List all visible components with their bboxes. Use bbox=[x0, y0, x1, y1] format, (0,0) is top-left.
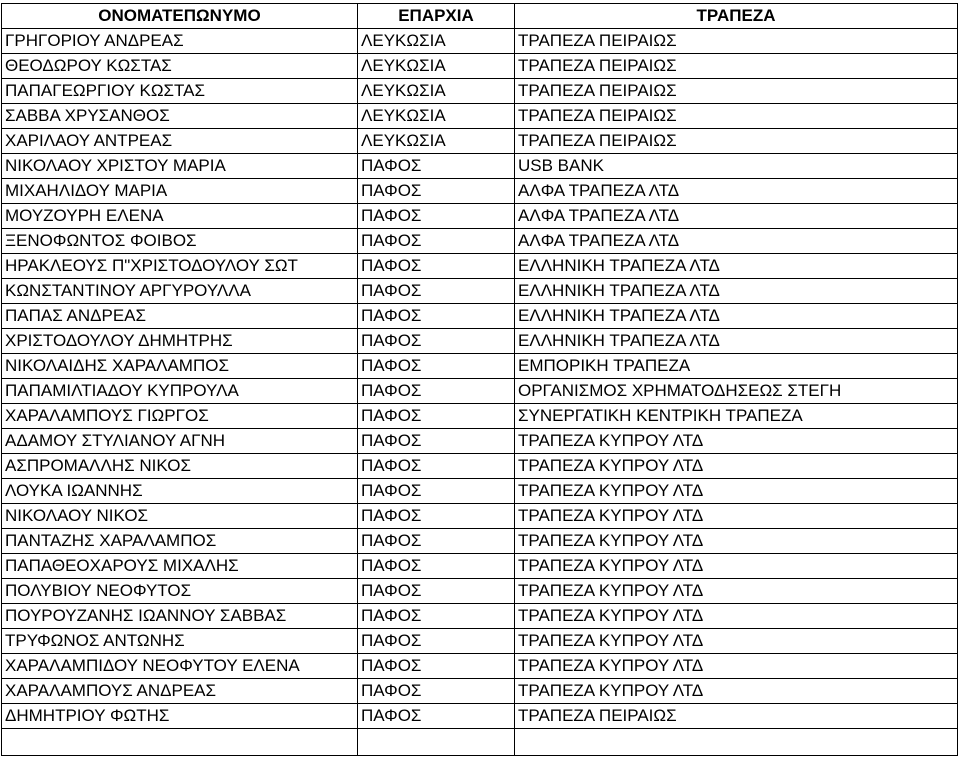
cell-bank: ΤΡΑΠΕΖΑ ΠΕΙΡΑΙΩΣ bbox=[515, 104, 958, 129]
table-row bbox=[2, 104, 958, 129]
table-row bbox=[2, 704, 958, 729]
cell-name: ΠΟΛΥΒΙΟΥ ΝΕΟΦΥΤΟΣ bbox=[2, 579, 358, 604]
cell-province: ΠΑΦΟΣ bbox=[358, 704, 515, 729]
table-row bbox=[2, 29, 958, 54]
cell-name: ΧΑΡΙΛΑΟΥ ΑΝΤΡΕΑΣ bbox=[2, 129, 358, 154]
cell-province: ΛΕΥΚΩΣΙΑ bbox=[358, 54, 515, 79]
cell-bank: ΣΥΝΕΡΓΑΤΙΚΗ ΚΕΝΤΡΙΚΗ ΤΡΑΠΕΖΑ bbox=[515, 404, 958, 429]
cell-bank: ΤΡΑΠΕΖΑ ΚΥΠΡΟΥ ΛΤΔ bbox=[515, 629, 958, 654]
cell-name: ΠΑΝΤΑΖΗΣ ΧΑΡΑΛΑΜΠΟΣ bbox=[2, 529, 358, 554]
table-row bbox=[2, 379, 958, 404]
cell-name: ΧΑΡΑΛΑΜΠΙΔΟΥ ΝΕΟΦΥΤΟΥ ΕΛΕΝΑ bbox=[2, 654, 358, 679]
cell-name: ΔΗΜΗΤΡΙΟΥ ΦΩΤΗΣ bbox=[2, 704, 358, 729]
table-row bbox=[2, 479, 958, 504]
cell-province: ΠΑΦΟΣ bbox=[358, 404, 515, 429]
cell-province: ΛΕΥΚΩΣΙΑ bbox=[358, 104, 515, 129]
table-row bbox=[2, 279, 958, 304]
cell-bank: ΤΡΑΠΕΖΑ ΚΥΠΡΟΥ ΛΤΔ bbox=[515, 654, 958, 679]
cell-name: ΠΑΠΑΘΕΟΧΑΡΟΥΣ ΜΙΧΑΛΗΣ bbox=[2, 554, 358, 579]
cell-bank: ΤΡΑΠΕΖΑ ΚΥΠΡΟΥ ΛΤΔ bbox=[515, 679, 958, 704]
cell-name: ΝΙΚΟΛΑΟΥ ΝΙΚΟΣ bbox=[2, 504, 358, 529]
cell-bank: ΑΛΦΑ ΤΡΑΠΕΖΑ ΛΤΔ bbox=[515, 179, 958, 204]
cell-bank: ΤΡΑΠΕΖΑ ΚΥΠΡΟΥ ΛΤΔ bbox=[515, 454, 958, 479]
cell-province: ΠΑΦΟΣ bbox=[358, 454, 515, 479]
cell-bank: ΤΡΑΠΕΖΑ ΚΥΠΡΟΥ ΛΤΔ bbox=[515, 604, 958, 629]
cell-province: ΛΕΥΚΩΣΙΑ bbox=[358, 79, 515, 104]
cell-name: ΑΔΑΜΟΥ ΣΤΥΛΙΑΝΟΥ ΑΓΝΗ bbox=[2, 429, 358, 454]
cell-name: ΧΡΙΣΤΟΔΟΥΛΟΥ ΔΗΜΗΤΡΗΣ bbox=[2, 329, 358, 354]
cell-province: ΠΑΦΟΣ bbox=[358, 354, 515, 379]
cell-province: ΠΑΦΟΣ bbox=[358, 604, 515, 629]
cell-name: ΜΟΥΖΟΥΡΗ ΕΛΕΝΑ bbox=[2, 204, 358, 229]
cell-province: ΠΑΦΟΣ bbox=[358, 379, 515, 404]
cell-province: ΠΑΦΟΣ bbox=[358, 654, 515, 679]
cell-bank: ΤΡΑΠΕΖΑ ΠΕΙΡΑΙΩΣ bbox=[515, 54, 958, 79]
cell-bank: ΤΡΑΠΕΖΑ ΠΕΙΡΑΙΩΣ bbox=[515, 79, 958, 104]
cell-bank: ΤΡΑΠΕΖΑ ΠΕΙΡΑΙΩΣ bbox=[515, 704, 958, 729]
cell-name: ΜΙΧΑΗΛΙΔΟΥ ΜΑΡΙΑ bbox=[2, 179, 358, 204]
cell-bank: ΕΛΛΗΝΙΚΗ ΤΡΑΠΕΖΑ ΛΤΔ bbox=[515, 279, 958, 304]
header-bank: ΤΡΑΠΕΖΑ bbox=[515, 4, 958, 29]
cell-name: ΧΑΡΑΛΑΜΠΟΥΣ ΓΙΩΡΓΟΣ bbox=[2, 404, 358, 429]
table-row bbox=[2, 429, 958, 454]
table-row bbox=[2, 354, 958, 379]
cell-province: ΠΑΦΟΣ bbox=[358, 529, 515, 554]
table-row bbox=[2, 579, 958, 604]
cell-bank: ΤΡΑΠΕΖΑ ΚΥΠΡΟΥ ΛΤΔ bbox=[515, 479, 958, 504]
table-row bbox=[2, 154, 958, 179]
cell-name: ΝΙΚΟΛΑΟΥ ΧΡΙΣΤΟΥ ΜΑΡΙΑ bbox=[2, 154, 358, 179]
cell-province: ΠΑΦΟΣ bbox=[358, 429, 515, 454]
table-body bbox=[2, 29, 958, 756]
cell-province: ΠΑΦΟΣ bbox=[358, 204, 515, 229]
table-row bbox=[2, 179, 958, 204]
cell-name: ΠΑΠΑΣ ΑΝΔΡΕΑΣ bbox=[2, 304, 358, 329]
empty-cell bbox=[2, 729, 358, 756]
table-row bbox=[2, 204, 958, 229]
cell-bank: ΟΡΓΑΝΙΣΜΟΣ ΧΡΗΜΑΤΟΔΗΣΕΩΣ ΣΤΕΓΗ bbox=[515, 379, 958, 404]
header-province: ΕΠΑΡΧΙΑ bbox=[358, 4, 515, 29]
cell-bank: ΤΡΑΠΕΖΑ ΚΥΠΡΟΥ ΛΤΔ bbox=[515, 579, 958, 604]
cell-name: ΓΡΗΓΟΡΙΟΥ ΑΝΔΡΕΑΣ bbox=[2, 29, 358, 54]
cell-bank: ΕΛΛΗΝΙΚΗ ΤΡΑΠΕΖΑ ΛΤΔ bbox=[515, 329, 958, 354]
cell-province: ΠΑΦΟΣ bbox=[358, 579, 515, 604]
cell-province: ΠΑΦΟΣ bbox=[358, 329, 515, 354]
cell-bank: USB BANK bbox=[515, 154, 958, 179]
cell-bank: ΤΡΑΠΕΖΑ ΠΕΙΡΑΙΩΣ bbox=[515, 29, 958, 54]
table-row bbox=[2, 504, 958, 529]
table-row bbox=[2, 454, 958, 479]
cell-name: ΝΙΚΟΛΑΙΔΗΣ ΧΑΡΑΛΑΜΠΟΣ bbox=[2, 354, 358, 379]
table-row bbox=[2, 329, 958, 354]
cell-province: ΛΕΥΚΩΣΙΑ bbox=[358, 129, 515, 154]
header-row bbox=[2, 4, 958, 29]
cell-province: ΠΑΦΟΣ bbox=[358, 254, 515, 279]
cell-name: ΑΣΠΡΟΜΑΛΛΗΣ ΝΙΚΟΣ bbox=[2, 454, 358, 479]
cell-name: ΧΑΡΑΛΑΜΠΟΥΣ ΑΝΔΡΕΑΣ bbox=[2, 679, 358, 704]
cell-name: ΠΑΠΑΜΙΛΤΙΑΔΟΥ ΚΥΠΡΟΥΛΑ bbox=[2, 379, 358, 404]
cell-province: ΠΑΦΟΣ bbox=[358, 154, 515, 179]
cell-province: ΛΕΥΚΩΣΙΑ bbox=[358, 29, 515, 54]
table-row bbox=[2, 604, 958, 629]
cell-province: ΠΑΦΟΣ bbox=[358, 554, 515, 579]
cell-bank: ΕΜΠΟΡΙΚΗ ΤΡΑΠΕΖΑ bbox=[515, 354, 958, 379]
cell-bank: ΤΡΑΠΕΖΑ ΚΥΠΡΟΥ ΛΤΔ bbox=[515, 554, 958, 579]
table-row bbox=[2, 229, 958, 254]
cell-name: ΠΟΥΡΟΥΖΑΝΗΣ ΙΩΑΝΝΟΥ ΣΑΒΒΑΣ bbox=[2, 604, 358, 629]
cell-bank: ΤΡΑΠΕΖΑ ΚΥΠΡΟΥ ΛΤΔ bbox=[515, 429, 958, 454]
table-row bbox=[2, 54, 958, 79]
cell-province: ΠΑΦΟΣ bbox=[358, 679, 515, 704]
cell-name: ΣΑΒΒΑ ΧΡΥΣΑΝΘΟΣ bbox=[2, 104, 358, 129]
cell-bank: ΤΡΑΠΕΖΑ ΚΥΠΡΟΥ ΛΤΔ bbox=[515, 529, 958, 554]
data-table bbox=[1, 3, 958, 756]
cell-name: ΛΟΥΚΑ ΙΩΑΝΝΗΣ bbox=[2, 479, 358, 504]
table-row bbox=[2, 254, 958, 279]
table-row bbox=[2, 554, 958, 579]
cell-province: ΠΑΦΟΣ bbox=[358, 304, 515, 329]
cell-province: ΠΑΦΟΣ bbox=[358, 229, 515, 254]
cell-province: ΠΑΦΟΣ bbox=[358, 179, 515, 204]
cell-province: ΠΑΦΟΣ bbox=[358, 479, 515, 504]
table-row bbox=[2, 529, 958, 554]
cell-name: ΤΡΥΦΩΝΟΣ ΑΝΤΩΝΗΣ bbox=[2, 629, 358, 654]
table-row bbox=[2, 679, 958, 704]
cell-bank: ΑΛΦΑ ΤΡΑΠΕΖΑ ΛΤΔ bbox=[515, 229, 958, 254]
cell-bank: ΑΛΦΑ ΤΡΑΠΕΖΑ ΛΤΔ bbox=[515, 204, 958, 229]
cell-name: ΠΑΠΑΓΕΩΡΓΙΟΥ ΚΩΣΤΑΣ bbox=[2, 79, 358, 104]
cell-province: ΠΑΦΟΣ bbox=[358, 279, 515, 304]
cell-bank: ΤΡΑΠΕΖΑ ΚΥΠΡΟΥ ΛΤΔ bbox=[515, 504, 958, 529]
table-row bbox=[2, 304, 958, 329]
cell-province: ΠΑΦΟΣ bbox=[358, 504, 515, 529]
table-row bbox=[2, 654, 958, 679]
header-name: ΟΝΟΜΑΤΕΠΩΝΥΜΟ bbox=[2, 4, 358, 29]
cell-name: ΞΕΝΟΦΩΝΤΟΣ ΦΟΙΒΟΣ bbox=[2, 229, 358, 254]
cell-name: ΘΕΟΔΩΡΟΥ ΚΩΣΤΑΣ bbox=[2, 54, 358, 79]
empty-cell bbox=[358, 729, 515, 756]
cell-name: ΗΡΑΚΛΕΟΥΣ Π"ΧΡΙΣΤΟΔΟΥΛΟΥ ΣΩΤ bbox=[2, 254, 358, 279]
cell-province: ΠΑΦΟΣ bbox=[358, 629, 515, 654]
table-row bbox=[2, 629, 958, 654]
cell-bank: ΕΛΛΗΝΙΚΗ ΤΡΑΠΕΖΑ ΛΤΔ bbox=[515, 254, 958, 279]
table-row bbox=[2, 129, 958, 154]
table-row bbox=[2, 79, 958, 104]
empty-row bbox=[2, 729, 958, 756]
cell-bank: ΕΛΛΗΝΙΚΗ ΤΡΑΠΕΖΑ ΛΤΔ bbox=[515, 304, 958, 329]
table-row bbox=[2, 404, 958, 429]
empty-cell bbox=[515, 729, 958, 756]
cell-bank: ΤΡΑΠΕΖΑ ΠΕΙΡΑΙΩΣ bbox=[515, 129, 958, 154]
cell-name: ΚΩΝΣΤΑΝΤΙΝΟΥ ΑΡΓΥΡΟΥΛΛΑ bbox=[2, 279, 358, 304]
